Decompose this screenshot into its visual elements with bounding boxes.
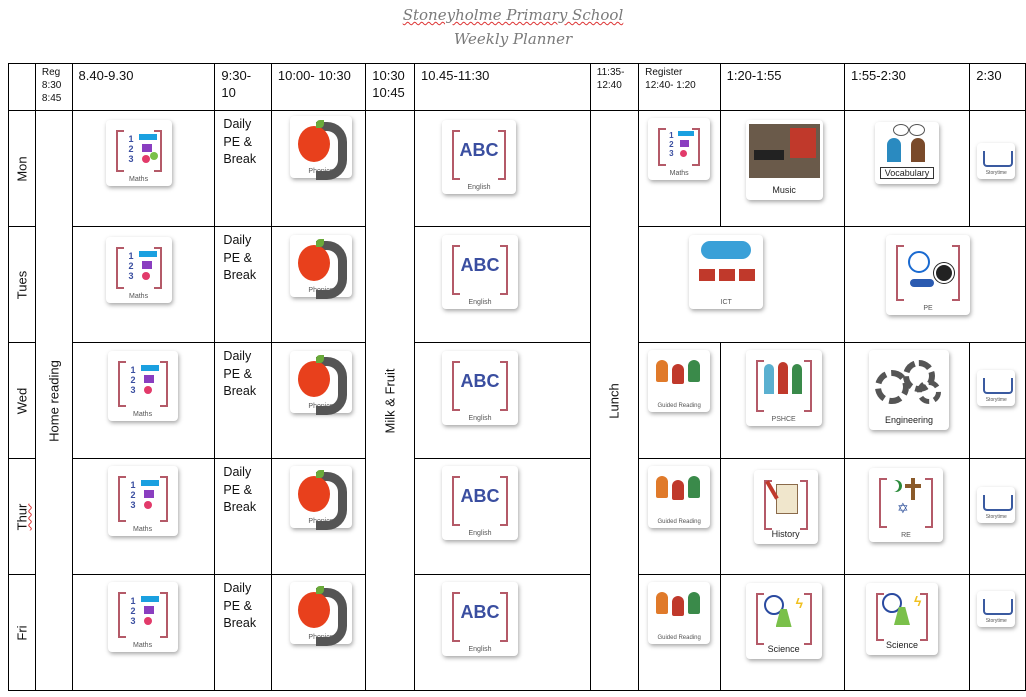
pshce-icon: PSHCE bbox=[746, 350, 822, 426]
col-1045: 10.45-11:30 bbox=[414, 64, 590, 111]
thur-storytime bbox=[970, 459, 1026, 575]
thur-phonics bbox=[271, 459, 365, 575]
maths-icon: 1 2 3 Maths bbox=[108, 582, 178, 652]
col-930: 9:30- 10 bbox=[215, 64, 271, 111]
fri-science-2 bbox=[844, 575, 969, 691]
thur-history bbox=[720, 459, 844, 575]
maths-icon: 1 2 3 Maths bbox=[648, 118, 710, 180]
mon-maths-pm bbox=[639, 111, 720, 227]
day-tues: Tues bbox=[9, 227, 36, 343]
day-mon: Mon bbox=[9, 111, 36, 227]
engineering-icon: Engineering bbox=[869, 350, 949, 430]
thur-guided-reading bbox=[639, 459, 720, 575]
english-icon: ABC English bbox=[442, 351, 518, 425]
maths-icon: 1 2 3 Maths bbox=[106, 120, 172, 186]
tues-english bbox=[414, 227, 590, 343]
col-155: 1:55-2:30 bbox=[844, 64, 969, 111]
fri-storytime bbox=[970, 575, 1026, 691]
corner-cell bbox=[9, 64, 36, 111]
mon-maths bbox=[72, 111, 215, 227]
tues-ict bbox=[639, 227, 845, 343]
row-wed bbox=[9, 343, 1026, 459]
mon-music bbox=[720, 111, 844, 227]
music-icon: Music bbox=[746, 120, 823, 200]
mon-pe-break: Daily PE & Break bbox=[215, 111, 271, 227]
col-1135: 11:35- 12:40 bbox=[590, 64, 638, 111]
fri-pe-break: Daily PE & Break bbox=[215, 575, 271, 691]
vocabulary-icon: Vocabulary bbox=[875, 122, 939, 184]
fri-phonics bbox=[271, 575, 365, 691]
maths-icon: 1 2 3 Maths bbox=[108, 351, 178, 421]
maths-icon: 1 2 3 Maths bbox=[106, 237, 172, 303]
thur-pe-break: Daily PE & Break bbox=[215, 459, 271, 575]
ict-icon: ICT bbox=[689, 235, 763, 309]
school-title: Stoneyholme Primary School bbox=[402, 6, 624, 24]
row-thur bbox=[9, 459, 1026, 575]
wed-guided-reading bbox=[639, 343, 720, 459]
thur-re bbox=[844, 459, 969, 575]
col-1030: 10:30 10:45 bbox=[366, 64, 415, 111]
wed-pshce bbox=[720, 343, 844, 459]
storytime-icon: Storytime bbox=[977, 487, 1015, 523]
wed-phonics bbox=[271, 343, 365, 459]
fri-guided-reading bbox=[639, 575, 720, 691]
row-tues bbox=[9, 227, 1026, 343]
day-fri: Fri bbox=[9, 575, 36, 691]
tues-maths bbox=[72, 227, 215, 343]
guided-reading-icon: Guided Reading bbox=[648, 350, 710, 412]
home-reading-cell: Home reading bbox=[35, 111, 72, 691]
mon-vocabulary bbox=[844, 111, 969, 227]
mon-phonics bbox=[271, 111, 365, 227]
fri-english bbox=[414, 575, 590, 691]
lunch-cell: Lunch bbox=[590, 111, 638, 691]
re-icon: ✡ RE bbox=[869, 468, 943, 542]
wed-engineering bbox=[844, 343, 969, 459]
guided-reading-icon: Guided Reading bbox=[648, 466, 710, 528]
wed-pe-break: Daily PE & Break bbox=[215, 343, 271, 459]
day-thur: Thur bbox=[9, 459, 36, 575]
pe-icon: PE bbox=[886, 235, 970, 315]
science-icon: ϟ Science bbox=[866, 583, 938, 655]
wed-maths bbox=[72, 343, 215, 459]
planner-subtitle: Weekly Planner bbox=[453, 30, 573, 48]
thur-english bbox=[414, 459, 590, 575]
col-230: 2:30 bbox=[970, 64, 1026, 111]
english-icon: ABC English bbox=[442, 235, 518, 309]
fri-maths bbox=[72, 575, 215, 691]
thur-maths bbox=[72, 459, 215, 575]
phonics-icon: Phonics bbox=[290, 116, 352, 178]
col-reg: Reg 8:30 8:45 bbox=[35, 64, 72, 111]
storytime-icon: Storytime bbox=[977, 370, 1015, 406]
wed-english bbox=[414, 343, 590, 459]
row-fri bbox=[9, 575, 1026, 691]
header-row bbox=[9, 64, 1026, 111]
english-icon: ABC English bbox=[442, 120, 516, 194]
col-register: Register 12:40- 1:20 bbox=[639, 64, 720, 111]
phonics-icon: Phonics bbox=[290, 466, 352, 528]
col-840: 8.40-9.30 bbox=[72, 64, 215, 111]
wed-storytime bbox=[970, 343, 1026, 459]
tues-phonics bbox=[271, 227, 365, 343]
history-icon: History bbox=[754, 470, 818, 544]
guided-reading-icon: Guided Reading bbox=[648, 582, 710, 644]
phonics-icon: Phonics bbox=[290, 582, 352, 644]
english-icon: ABC English bbox=[442, 582, 518, 656]
english-icon: ABC English bbox=[442, 466, 518, 540]
phonics-icon: Phonics bbox=[290, 351, 352, 413]
col-1000: 10:00- 10:30 bbox=[271, 64, 365, 111]
mon-storytime bbox=[970, 111, 1026, 227]
science-icon: ϟ Science bbox=[746, 583, 822, 659]
tues-pe-break: Daily PE & Break bbox=[215, 227, 271, 343]
maths-icon: 1 2 3 Maths bbox=[108, 466, 178, 536]
col-120: 1:20-1:55 bbox=[720, 64, 844, 111]
storytime-icon: Storytime bbox=[977, 591, 1015, 627]
fri-science bbox=[720, 575, 844, 691]
row-mon bbox=[9, 111, 1026, 227]
tues-pe bbox=[844, 227, 1025, 343]
day-wed: Wed bbox=[9, 343, 36, 459]
mon-english bbox=[414, 111, 590, 227]
timetable bbox=[8, 63, 1026, 691]
storytime-icon: Storytime bbox=[977, 143, 1015, 179]
milk-fruit-cell: Milk & Fruit bbox=[366, 111, 415, 691]
phonics-icon: Phonics bbox=[290, 235, 352, 297]
